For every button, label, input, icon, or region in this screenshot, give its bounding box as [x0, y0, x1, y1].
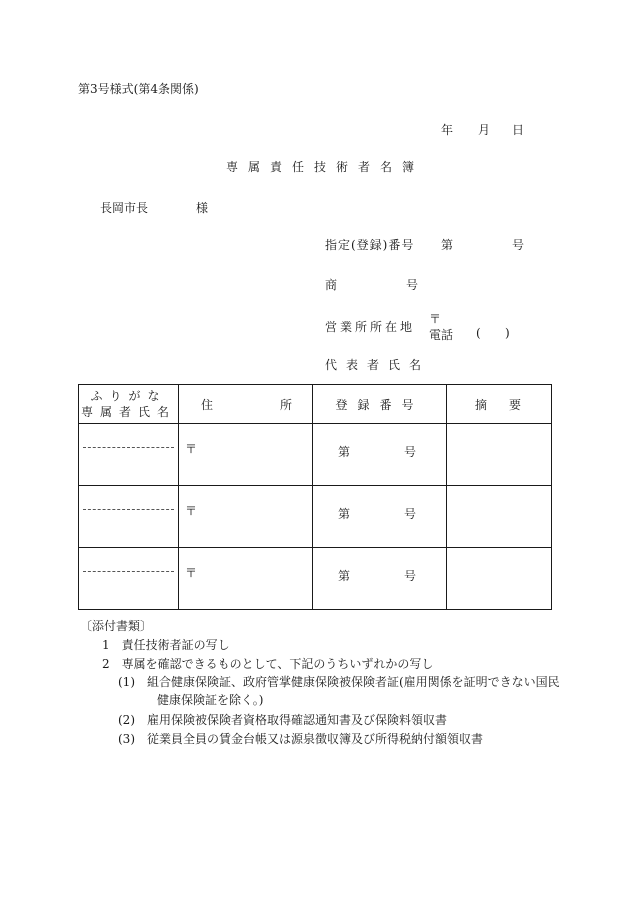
- attachment-sub-2: (2) 雇用保険被保険者資格取得確認通知書及び保険料領収書: [118, 713, 448, 727]
- attachment-item-2: 2 専属を確認できるものとして、下記のうちいずれかの写し: [102, 657, 434, 671]
- header-address-first: 住: [201, 397, 214, 412]
- regnum-suffix: 号: [403, 507, 416, 521]
- header-address-cell: [179, 385, 313, 424]
- regnum-suffix: 号: [403, 445, 416, 459]
- attachments-heading: 〔添付書類〕: [80, 619, 153, 633]
- designation-prefix: 第: [441, 238, 454, 252]
- header-remarks-cell: [447, 385, 552, 424]
- designation-label: 指定(登録)番号: [325, 238, 415, 252]
- postal-mark: 〒: [185, 504, 198, 518]
- regnum-prefix: 第: [338, 507, 351, 521]
- representative-label: 代表者氏名: [325, 358, 431, 372]
- header-address-second: 所: [279, 397, 292, 412]
- regnum-suffix: 号: [403, 569, 416, 583]
- phone-paren-open: (: [476, 326, 481, 340]
- member-name-cell[interactable]: [79, 424, 179, 486]
- remarks-cell[interactable]: [447, 548, 552, 610]
- member-name-cell[interactable]: [79, 548, 179, 610]
- office-address-label: 営業所所在地: [325, 320, 416, 334]
- member-name-cell[interactable]: [79, 486, 179, 548]
- trade-name-label-first: 商: [325, 278, 338, 292]
- remarks-cell[interactable]: [447, 424, 552, 486]
- table-header-row: [79, 385, 552, 424]
- header-furigana: ふりがな: [90, 389, 167, 403]
- document-title: 専属責任技術者名簿: [226, 160, 425, 174]
- furigana-divider: [83, 571, 174, 572]
- header-regnum: 登録番号: [335, 397, 424, 412]
- postal-mark: 〒: [185, 566, 198, 580]
- register-table: [78, 384, 552, 610]
- furigana-divider: [83, 509, 174, 510]
- header-remarks: 摘要: [474, 397, 543, 412]
- remarks-cell[interactable]: [447, 486, 552, 548]
- attachment-sub-3: (3) 従業員全員の賃金台帳又は源泉徴収簿及び所得税納付額領収書: [118, 732, 484, 746]
- header-regnum-cell: [313, 385, 447, 424]
- regnum-cell[interactable]: [313, 486, 447, 548]
- phone-paren-close: ): [505, 326, 510, 340]
- office-postal-mark: 〒: [429, 312, 442, 326]
- postal-mark: 〒: [185, 442, 198, 456]
- address-cell[interactable]: [179, 548, 313, 610]
- attachment-sub-1-cont: 健康保険証を除く。): [157, 693, 264, 707]
- attachment-sub-1: (1) 組合健康保険証、政府管掌健康保険被保険者証(雇用関係を証明できない国民: [118, 675, 560, 689]
- address-cell[interactable]: [179, 486, 313, 548]
- date-year: 年: [441, 123, 454, 137]
- addressee-name: 長岡市長: [100, 201, 149, 215]
- attachment-item-1: 1 責任技術者証の写し: [102, 638, 230, 652]
- regnum-prefix: 第: [338, 569, 351, 583]
- regnum-prefix: 第: [338, 445, 351, 459]
- form-number: 第3号様式(第4条関係): [78, 82, 199, 96]
- address-cell[interactable]: [179, 424, 313, 486]
- table-row: [79, 424, 552, 486]
- trade-name-label-second: 号: [406, 278, 419, 292]
- header-member-name: 専属者氏名: [80, 405, 176, 419]
- regnum-cell[interactable]: [313, 548, 447, 610]
- date-day: 日: [512, 123, 525, 137]
- phone-label: 電話: [429, 328, 454, 342]
- furigana-divider: [83, 447, 174, 448]
- table-row: [79, 548, 552, 610]
- designation-suffix: 号: [512, 238, 525, 252]
- addressee-honorific: 様: [196, 201, 209, 215]
- header-name-cell: [79, 385, 179, 424]
- regnum-cell[interactable]: [313, 424, 447, 486]
- date-month: 月: [478, 123, 491, 137]
- table-row: [79, 486, 552, 548]
